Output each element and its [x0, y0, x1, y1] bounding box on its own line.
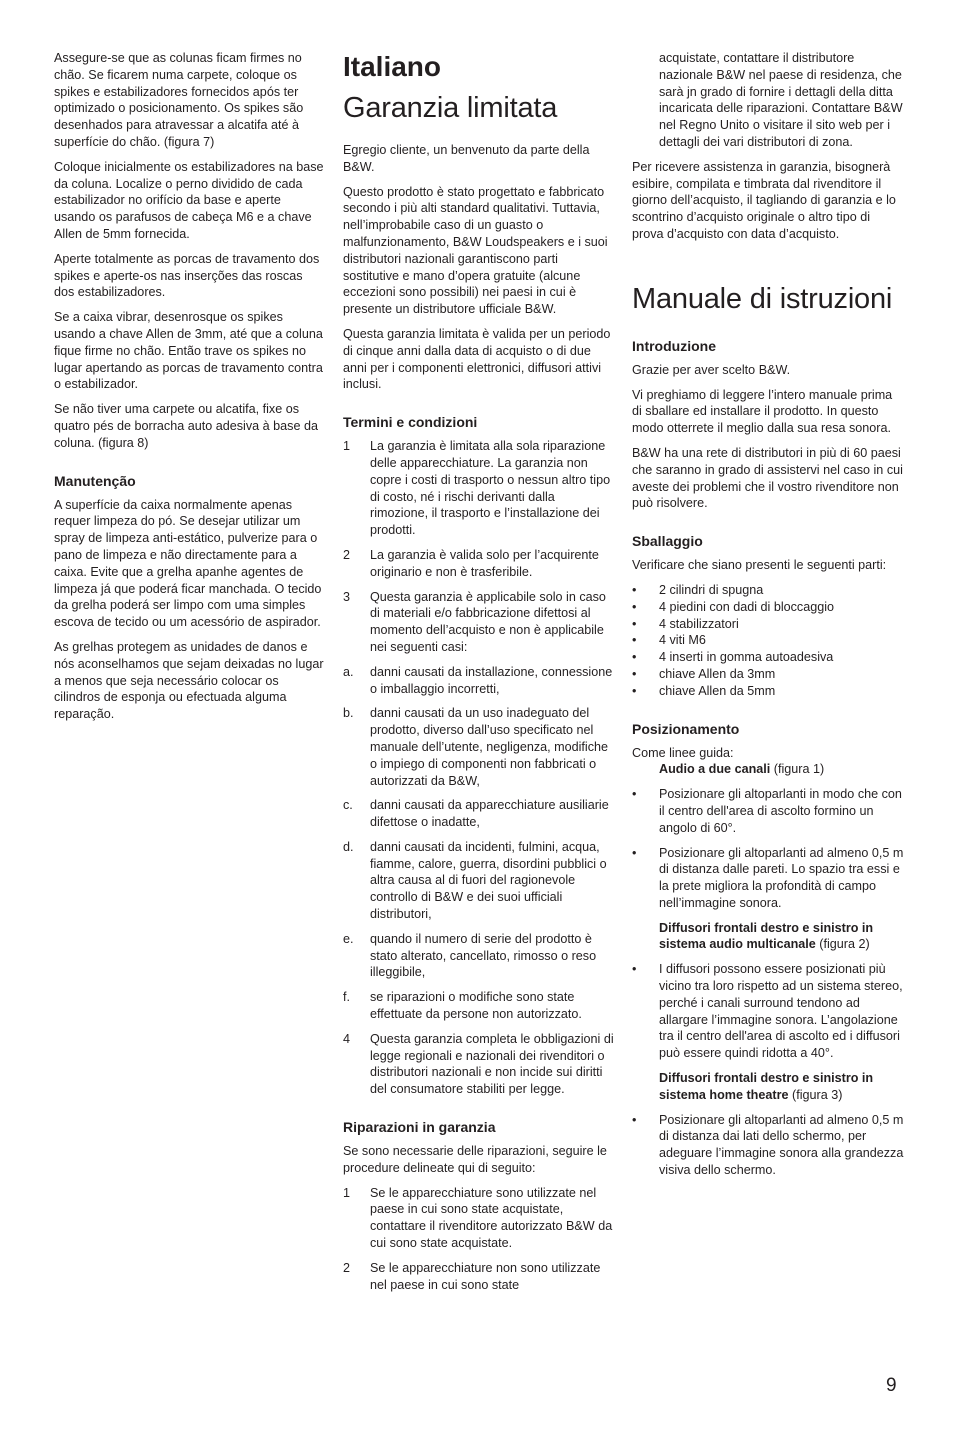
section-title-garanzia: Garanzia limitata	[343, 92, 558, 124]
list-item	[632, 1112, 904, 1179]
paragraph: Verificare che siano presenti le seguenti parti:	[632, 558, 887, 573]
list-item	[343, 797, 615, 831]
bullet: •	[632, 683, 637, 698]
list-item	[343, 989, 615, 1023]
list-item	[343, 664, 615, 698]
subheading-figure-ref: (figura 3)	[788, 1087, 843, 1102]
bullet: •	[632, 666, 637, 681]
list-item-text: Posizionare gli altoparlanti ad almeno 0,5 m di distanza dalle pareti. Lo spazio tra essi e la prete migliora la profondità di campo nell’immagine sonora.	[659, 845, 904, 910]
list-item	[343, 589, 615, 656]
language-heading: Italiano	[343, 51, 442, 82]
section-heading-introduzione: Introduzione	[632, 337, 716, 354]
list-item-text: danni causati da installazione, connessione o imballaggio incorretti,	[370, 664, 613, 696]
list-item-text: 4 inserti in gomma autoadesiva	[659, 650, 834, 665]
list-item-text: chiave Allen da 3mm	[659, 666, 776, 681]
section-heading-termini: Termini e condizioni	[343, 414, 478, 431]
list-item	[343, 438, 615, 539]
section-heading-manutencao: Manutenção	[54, 472, 136, 489]
paragraph: Questa garanzia limitata è valida per un periodo di cinque anni dalla data di acquisto o di due anni per i componenti elettronici, diffusori attivi inclusi.	[343, 326, 611, 392]
list-item-text: Se le apparecchiature sono utilizzate nel paese in cui sono state acquistate, contattare il rivenditore autorizzato B&W da cui sono state acquistate.	[370, 1185, 613, 1251]
paragraph: A superfície da caixa normalmente apenas requer limpeza do pó. Se desejar utilizar um spray de limpeza anti-estático, pulverize para o pano de limpeza e não directamente para a caixa. Evite que a grelha apanhe agentes de limpeza já que poderá ficar manchada. O tecido da grelha poderá ser limpo com uma simples escova de tecido ou um acessório de aspirador.	[54, 497, 322, 630]
subheading-figure-ref: (figura 2)	[815, 937, 870, 952]
list-item-text: chiave Allen da 5mm	[659, 683, 776, 698]
positioning-bullets-2	[632, 961, 904, 1062]
list-item	[632, 582, 904, 599]
bullet: •	[632, 962, 637, 977]
column-right	[632, 50, 904, 1187]
list-marker: 2	[343, 547, 351, 562]
column-left	[54, 50, 324, 731]
list-item	[632, 961, 904, 1062]
list-marker: 4	[343, 1031, 351, 1046]
list-item	[343, 1031, 615, 1098]
list-item-text: 4 piedini con dadi di bloccaggio	[659, 599, 835, 614]
parts-list	[632, 582, 904, 700]
bullet: •	[632, 616, 637, 631]
list-item	[343, 931, 615, 981]
list-item-text: Posizionare gli altoparlanti in modo che con il centro dell'area di ascolto formino un angolo di 60°.	[659, 787, 902, 835]
list-item-text: La garanzia è valida solo per l’acquirente originario e non è trasferibile.	[370, 547, 599, 579]
paragraph-continued: acquistate, contattare il distributore nazionale B&W nel paese di residenza, che sarà jn grado di fornire i dettagli della ditta incaricata delle riparazioni. Contattare B&W nel Regno Unito o visitare il sito web per i dettagli dei vari distributori di zona.	[659, 51, 903, 149]
subheading-bold: Audio a due canali	[659, 762, 771, 777]
list-marker: b.	[343, 706, 354, 721]
list-item-text: 4 viti M6	[659, 633, 706, 648]
subheading	[632, 761, 904, 778]
list-marker: e.	[343, 931, 354, 946]
list-item	[343, 1185, 615, 1252]
paragraph: Se não tiver uma carpete ou alcatifa, fixe os quatro pés de borracha auto adesiva à base da coluna. (figura 8)	[54, 402, 318, 450]
bullet: •	[632, 599, 637, 614]
bullet: •	[632, 633, 637, 648]
section-title-manuale: Manuale di istruzioni	[632, 282, 893, 315]
section-heading-sballaggio: Sballaggio	[632, 533, 703, 550]
list-marker: f.	[343, 990, 350, 1005]
list-item	[632, 616, 904, 633]
list-item-text: danni causati da un uso inadeguato del prodotto, diverso dall’uso specificato nel manuale dell’utente, negligenza, modifiche o impiego di componenti non fabbricati o autorizzati da B&W,	[370, 706, 609, 788]
terms-list	[343, 438, 615, 1098]
list-item-text: 2 cilindri di spugna	[659, 582, 764, 597]
subheading	[632, 1070, 904, 1104]
list-marker: d.	[343, 839, 354, 854]
list-item	[343, 839, 615, 923]
list-item	[632, 599, 904, 616]
paragraph: Se a caixa vibrar, desenrosque os spikes usando a chave Allen de 3mm, até que a coluna fique firme no chão. Então trave os spikes no lugar apertando as porcas de travamento contra o estabilizador.	[54, 310, 323, 392]
paragraph: Egregio cliente, un benvenuto da parte della B&W.	[343, 143, 590, 174]
paragraph: Grazie per aver scelto B&W.	[632, 362, 791, 377]
list-item	[343, 1260, 615, 1294]
list-marker: 2	[343, 1260, 351, 1275]
list-item-text: danni causati da incidenti, fulmini, acqua, fiamme, calore, guerra, disordini pubblici o altra causa al di fuori del ragionevole controllo di B&W e dei suoi ufficiali distributori,	[370, 839, 607, 922]
list-item	[632, 786, 904, 836]
list-item-text: Posizionare gli altoparlanti ad almeno 0,5 m di distanza dai lati dello schermo, per adeguare l’immagine sonora alla grandezza visiva dello schermo.	[659, 1112, 904, 1178]
list-item-text: quando il numero di serie del prodotto è stato alterato, cancellato, rimosso o reso illeggibile,	[370, 931, 597, 980]
subheading-figure-ref: (figura 1)	[770, 762, 825, 777]
paragraph: Coloque inicialmente os estabilizadores na base da coluna. Localize o perno dividido de cada estabilizador no orifício da base e aperte usando os parafusos de cabeça M6 e a chave Allen de 5mm fornecida.	[54, 159, 324, 241]
list-item-text: I diffusori possono essere posizionati più vicino tra loro rispetto ad un sistema stereo, perché i canali surround tendono ad allargare l’immagine sonora. L’angolazione tra il centro dell'area di ascolto ed i diffusori può essere quindi ridotta a 40°.	[659, 962, 903, 1061]
paragraph: Assegure-se que as colunas ficam firmes no chão. Se ficarem numa carpete, coloque os spikes e estabilizadores fornecidos após ter optimizado o posicionamento. Os spikes são desenhados para atravessar a alcatifa até à superfície do chão. (figura 7)	[54, 51, 304, 149]
positioning-bullets-3	[632, 1112, 904, 1179]
section-heading-riparazioni: Riparazioni in garanzia	[343, 1119, 496, 1136]
paragraph: Per ricevere assistenza in garanzia, bisognerà esibire, compilata e timbrata dal rivenditore il giorno dell’acquisto, il tagliando di garanzia e lo scontrino d’acquisto originale o altro tipo di prova d’acquisto con data d’acquisto.	[632, 159, 896, 241]
list-marker: 1	[343, 1185, 351, 1200]
subheading-bold: Diffusori frontali destro e sinistro in sistema home theatre	[659, 1071, 874, 1102]
list-item-text: Questa garanzia è applicabile solo in caso di materiali e/o fabbricazione difettosi al momento dell’acquisto e non è applicabile nei seguenti casi:	[370, 589, 606, 654]
repairs-list	[343, 1185, 615, 1294]
section-heading-posizionamento: Posizionamento	[632, 720, 740, 737]
list-item	[632, 632, 904, 649]
list-item-text: Questa garanzia completa le obbligazioni di legge regionali e nazionali dei rivenditori o distributori nazionali e non incide sui diritti del consumatore stabiliti per legge.	[370, 1031, 614, 1097]
list-item-text: La garanzia è limitata alla sola riparazione delle apparecchiature. La garanzia non copre i costi di trasporto o nessun altro tipo di costo, né i rischi derivanti dalla rimozione, il trasporto e l’installazione dei prodotti.	[370, 439, 611, 538]
list-item	[632, 845, 904, 912]
list-marker: 1	[343, 439, 351, 454]
list-marker: 3	[343, 589, 351, 604]
subheading-bold: Diffusori frontali destro e sinistro in sistema audio multicanale	[659, 920, 874, 952]
paragraph: Come linee guida:	[632, 745, 734, 760]
list-item-text: Se le apparecchiature non sono utilizzate nel paese in cui sono state	[370, 1260, 601, 1292]
positioning-bullets-1	[632, 786, 904, 912]
paragraph: B&W ha una rete di distributori in più di 60 paesi che saranno in grado di assistervi nel caso in cui aveste dei problemi che il vostro rivenditore non può risolvere.	[632, 445, 903, 511]
list-item-text: 4 stabilizzatori	[659, 616, 739, 631]
list-item	[632, 683, 904, 700]
bullet: •	[632, 582, 637, 597]
paragraph: Vi preghiamo di leggere l’intero manuale prima di sballare ed installare il prodotto. In questo modo otterrete il meglio dalla sua resa sonora.	[632, 387, 893, 436]
list-marker: c.	[343, 798, 353, 813]
paragraph: Aperte totalmente as porcas de travamento dos spikes e aperte-os nas inserções das roscas dos estabilizadores.	[54, 251, 320, 300]
list-item	[632, 649, 904, 666]
list-item-text: danni causati da apparecchiature ausiliarie difettose o inadatte,	[370, 798, 609, 830]
bullet: •	[632, 787, 637, 802]
bullet: •	[632, 845, 637, 860]
subheading	[632, 920, 904, 954]
list-item	[632, 666, 904, 683]
list-item	[343, 705, 615, 789]
column-middle	[343, 50, 615, 1301]
list-item	[343, 547, 615, 581]
page-number: 9	[886, 1375, 897, 1396]
bullet: •	[632, 650, 637, 665]
paragraph: Se sono necessarie delle riparazioni, seguire le procedure delineate qui di seguito:	[343, 1144, 607, 1175]
paragraph: As grelhas protegem as unidades de danos e nós aconselhamos que sejam deixadas no lugar a menos que seja necessário colocar os cilindros de esponja ou efectuada alguma reparação.	[54, 639, 324, 722]
list-item-text: se riparazioni o modifiche sono state effettuate da persone non autorizzato.	[370, 990, 582, 1022]
bullet: •	[632, 1112, 637, 1127]
paragraph: Questo prodotto è stato progettato e fabbricato secondo i più alti standard qualitativi. Tuttavia, nell’improbabile caso di un guasto o malfunzionamento, B&W Loudspeakers e i suoi distributori nazionali garantiscono parti sostitutive e mano d’opera gratuite (alcune eccezioni sono possibili) nei paesi in cui è presente un distributore ufficiale B&W.	[343, 184, 608, 317]
list-marker: a.	[343, 664, 354, 679]
